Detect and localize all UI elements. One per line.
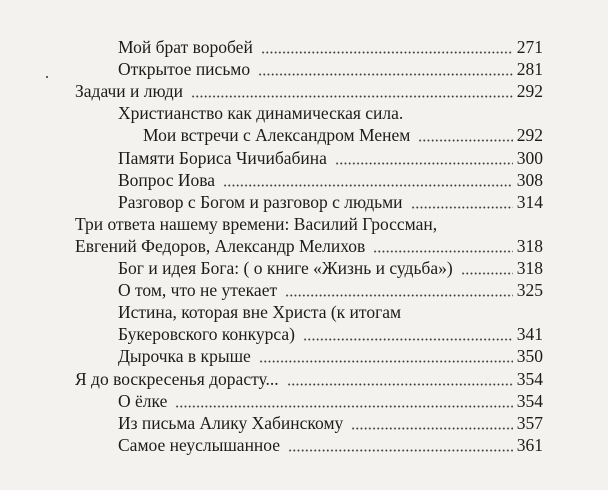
dot-leader	[373, 239, 512, 253]
dot-leader	[335, 151, 513, 165]
toc-entry-title: Евгений Федоров, Александр Мелихов	[75, 235, 366, 256]
dot-leader	[303, 327, 513, 341]
toc-entry-title: Дырочка в крыше	[118, 346, 251, 367]
dot-leader	[285, 283, 513, 297]
toc-entry-title: Разговор с Богом и разговор с людьми	[118, 191, 403, 212]
toc-entry	[0, 147, 608, 169]
toc-entry-title: Мои встречи с Александром Менем	[143, 125, 411, 146]
dot-leader	[411, 195, 513, 209]
toc-entry	[0, 390, 608, 412]
toc-entry-title: Букеровского конкурса)	[118, 324, 295, 345]
toc-entry-title: Я до воскресенья дорасту...	[75, 368, 279, 389]
dot-leader	[287, 372, 513, 386]
toc-page-number: 354	[516, 390, 543, 411]
dot-leader	[288, 438, 513, 452]
toc-entry-title: Вопрос Иова	[118, 169, 216, 190]
toc-page-number: 292	[516, 125, 543, 146]
toc-entry	[0, 169, 608, 191]
toc-entry	[0, 434, 608, 456]
toc-entry	[0, 213, 608, 257]
toc-entry-title: Открытое письмо	[118, 59, 251, 80]
dot-leader	[258, 62, 513, 76]
toc-entry	[0, 301, 608, 345]
toc-entry-title: О ёлке	[118, 390, 168, 411]
toc-entry	[0, 412, 608, 434]
toc-entry-title: Три ответа нашему времени: Василий Гроссман,	[75, 213, 438, 234]
toc-entry	[0, 58, 608, 80]
toc-entry	[0, 102, 608, 146]
toc-entry	[0, 80, 608, 102]
toc-page-number: 341	[516, 324, 543, 345]
toc-entry-title: Из письма Алику Хабинскому	[118, 412, 344, 433]
toc-entry-title: Христианство как динамическая сила.	[118, 103, 404, 124]
toc-page-number: 314	[516, 191, 543, 212]
toc-page-number: 292	[516, 81, 543, 102]
toc-page-number: 354	[516, 368, 543, 389]
toc-page-number: 361	[516, 434, 543, 455]
toc-page-number: 308	[516, 169, 543, 190]
toc-entry-title: Самое неуслышанное	[118, 434, 281, 455]
dot-leader	[418, 128, 512, 142]
toc-entry	[0, 279, 608, 301]
toc-entry	[0, 257, 608, 279]
toc-page-number: 271	[516, 37, 543, 57]
toc-page-number: 318	[516, 235, 543, 256]
toc-entry	[0, 345, 608, 367]
dot-leader	[259, 349, 513, 363]
toc-entry	[0, 36, 608, 58]
toc-entry	[0, 191, 608, 213]
dot-leader	[461, 261, 513, 275]
toc-page-number: 357	[516, 412, 543, 433]
toc-entry	[0, 368, 608, 390]
toc-entry-title: Задачи и люди	[75, 81, 183, 102]
toc-entry-title: Истина, которая вне Христа (к итогам	[118, 302, 402, 323]
toc-entry-title: Памяти Бориса Чичибабина	[118, 147, 327, 168]
dot-leader	[191, 84, 513, 98]
toc-page-number: 325	[516, 280, 543, 301]
dot-leader	[223, 173, 513, 187]
dot-leader	[175, 394, 512, 408]
toc-entry-title: О том, что не утекает	[118, 280, 278, 301]
dot-leader	[261, 40, 513, 54]
toc-entry-title: Мой брат воробей	[118, 37, 253, 57]
toc-page-number: 318	[516, 258, 543, 278]
toc-page-number: 281	[516, 59, 543, 80]
toc-page-number: 350	[516, 346, 543, 367]
toc-page-number: 300	[516, 147, 543, 168]
dot-leader	[351, 416, 512, 430]
toc-entry-title: Бог и идея Бога: ( о книге «Жизнь и судьба»)	[118, 258, 453, 278]
